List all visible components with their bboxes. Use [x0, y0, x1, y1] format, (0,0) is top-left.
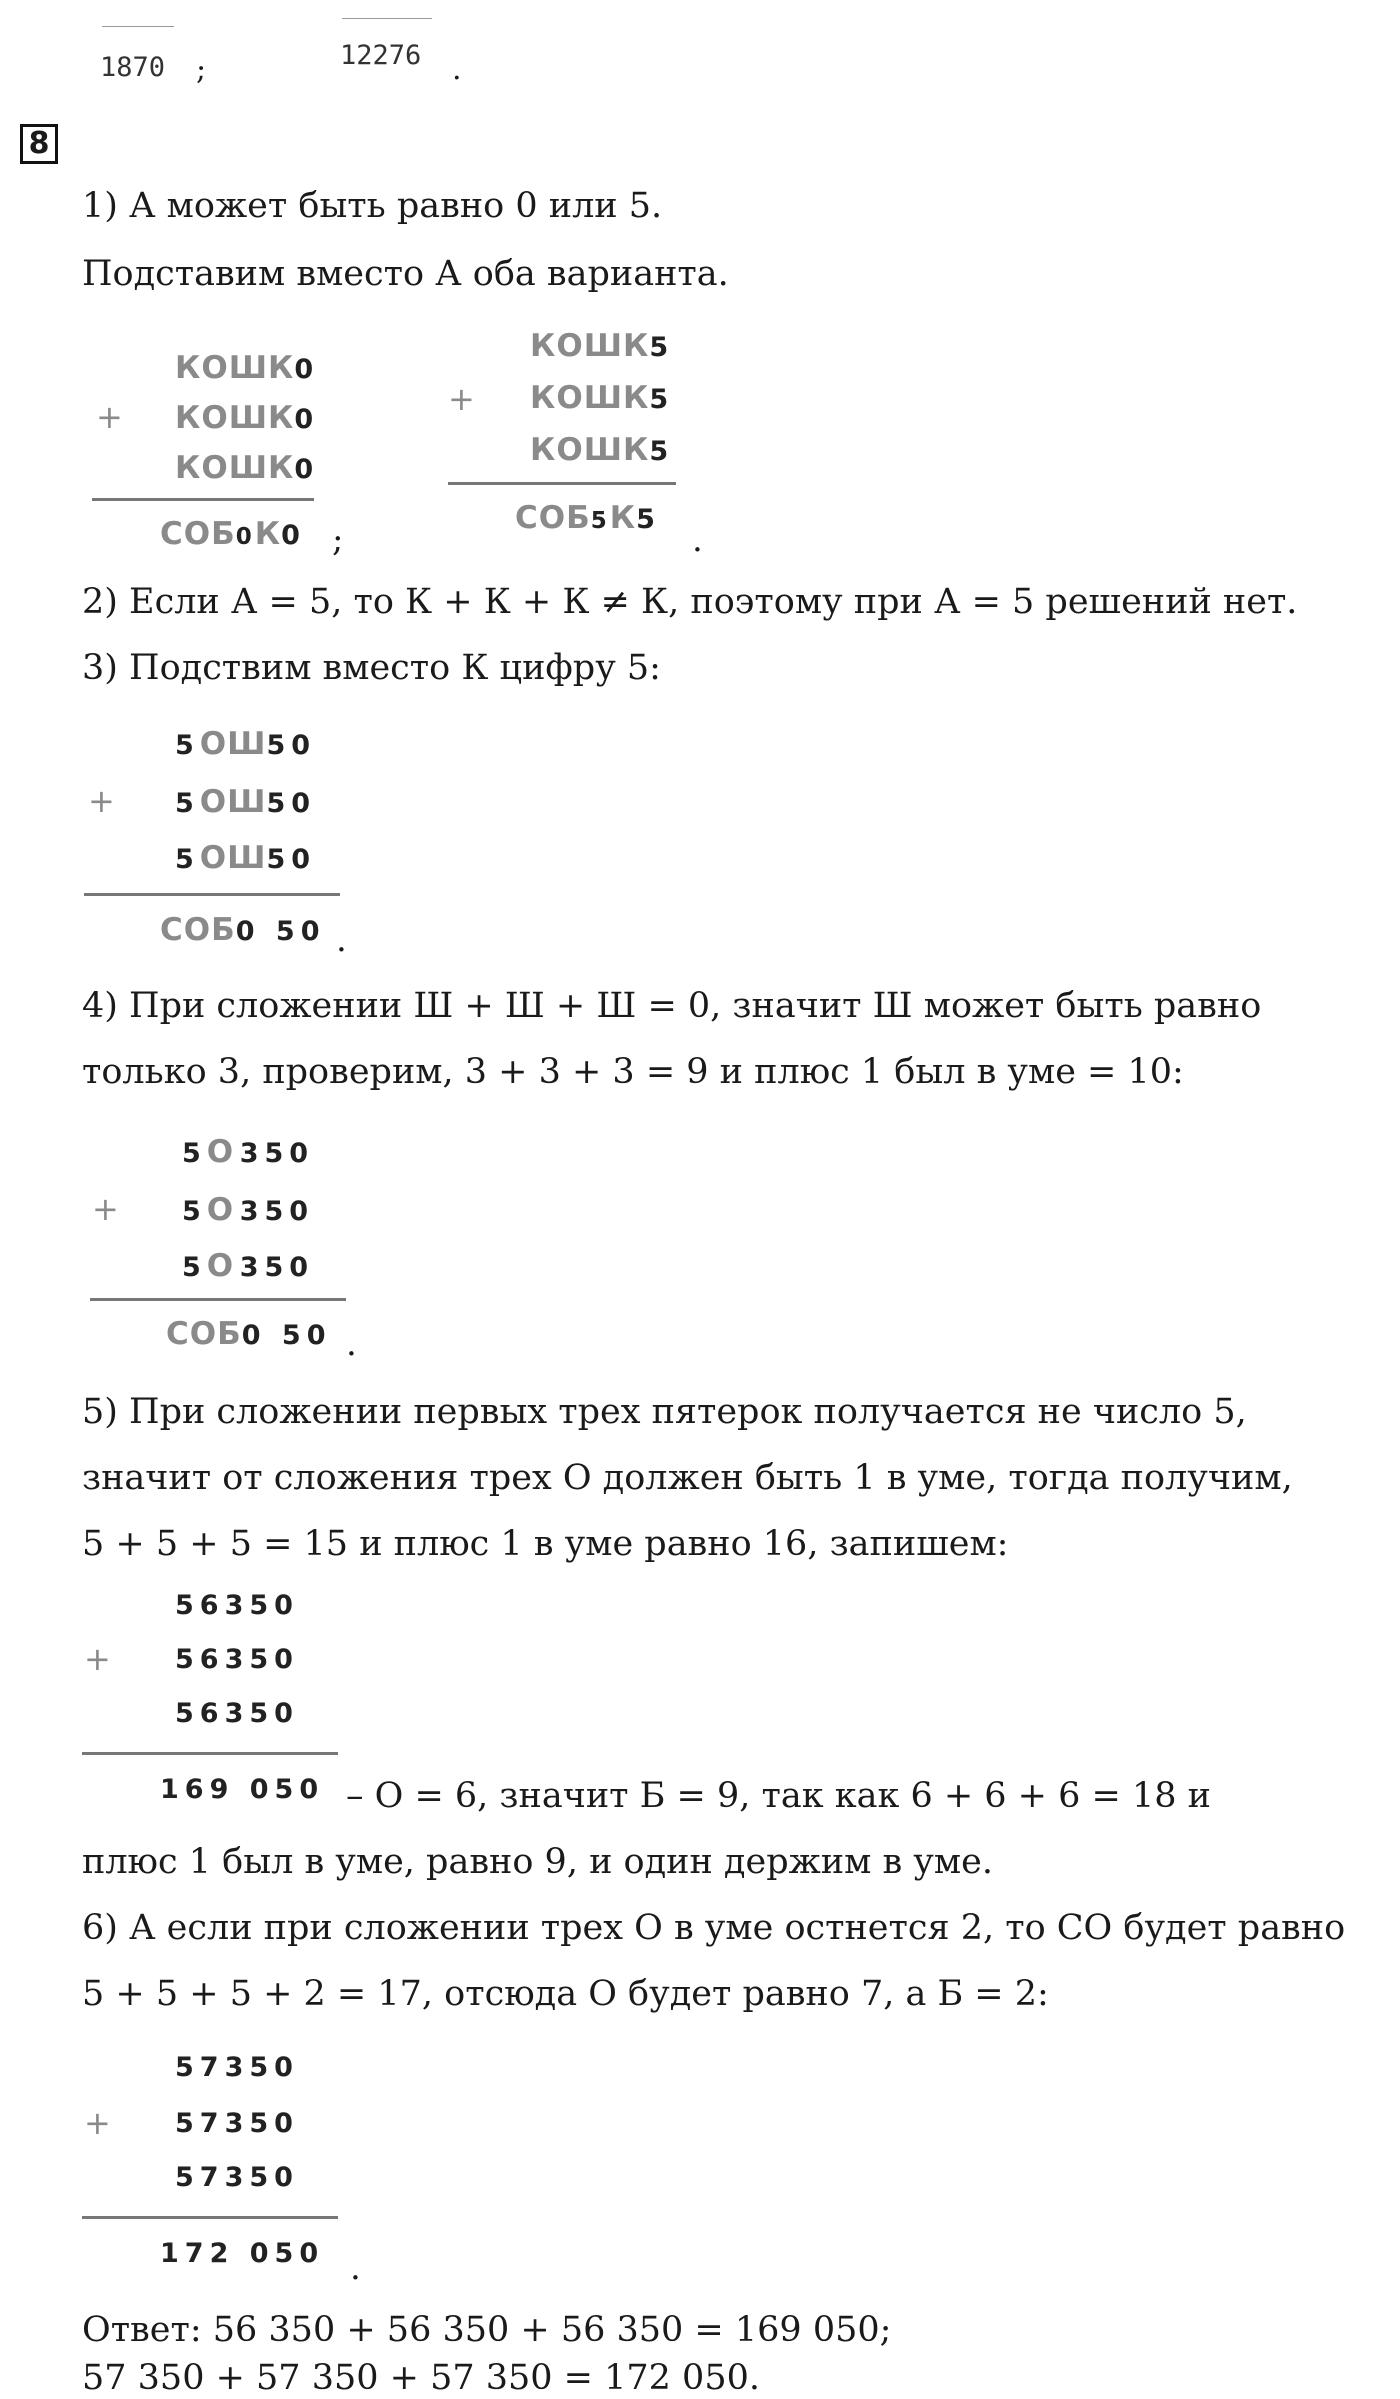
text-line: 5 + 5 + 5 = 15 и плюс 1 в уме равно 16, запишем:	[82, 1524, 1009, 1564]
text-line: только 3, проверим, 3 + 3 + 3 = 9 и плюс 1 был в уме = 10:	[82, 1052, 1184, 1092]
text-line: плюс 1 был в уме, равно 9, и один держим в уме.	[82, 1842, 993, 1882]
puzzle-3-sum: СОБ0 50	[160, 912, 326, 948]
fraction-bar-1	[102, 26, 174, 27]
previous-separator-2: .	[452, 52, 462, 87]
puzzle-2-addend-1: КОШК5	[530, 328, 675, 364]
answer-line: Ответ: 56 350 + 56 350 + 56 350 = 169 050;	[82, 2310, 892, 2350]
plus-sign: +	[84, 2104, 111, 2142]
sum-rule	[90, 1298, 346, 1301]
text-line: 5) При сложении первых трех пятерок получается не число 5,	[82, 1392, 1247, 1432]
sum-rule	[84, 893, 340, 896]
puzzle-5-addend-2: 56350	[175, 1644, 299, 1675]
puzzle-5-addend-1: 56350	[175, 1590, 299, 1621]
text-line: 4) При сложении Ш + Ш + Ш = 0, значит Ш может быть равно	[82, 986, 1262, 1026]
puzzle-3-addend-3: 5ОШ50	[175, 840, 317, 876]
text-line: 6) А если при сложении трех О в уме остнется 2, то СО будет равно	[82, 1908, 1346, 1948]
puzzle-6-addend-1: 57350	[175, 2052, 299, 2083]
plus-sign: +	[84, 1640, 111, 1678]
text-line: 2) Если А = 5, то К + К + К ≠ К, поэтому при А = 5 решений нет.	[82, 582, 1298, 622]
previous-number-2: 12276	[340, 40, 422, 71]
period: .	[350, 2248, 361, 2288]
puzzle-5-sum: 169 050	[160, 1774, 325, 1805]
text-line: – О = 6, значит Б = 9, так как 6 + 6 + 6 = 18 и	[346, 1776, 1211, 1816]
previous-number-1: 1870	[100, 52, 166, 83]
plus-sign: +	[92, 1190, 119, 1228]
sum-rule	[92, 498, 314, 501]
previous-separator-1: ;	[196, 52, 207, 87]
text-line: значит от сложения трех О должен быть 1 в уме, тогда получим,	[82, 1458, 1293, 1498]
text-line: 1) А может быть равно 0 или 5.	[82, 186, 663, 226]
puzzle-1-addend-3: КОШК0	[175, 450, 320, 486]
period: .	[336, 920, 347, 960]
text-line: 3) Подствим вместо К цифру 5:	[82, 648, 661, 688]
puzzle-4-addend-2: 5О 350	[182, 1192, 315, 1228]
period: .	[346, 1324, 357, 1364]
period: .	[692, 520, 703, 560]
plus-sign: +	[96, 398, 123, 436]
puzzle-2-sum: СОБ5К5	[515, 500, 661, 536]
puzzle-1-sum: СОБ0К0	[160, 516, 306, 552]
sum-rule	[448, 482, 676, 485]
sum-rule	[82, 2216, 338, 2219]
puzzle-2-addend-3: КОШК5	[530, 432, 675, 468]
puzzle-3-addend-1: 5ОШ50	[175, 726, 317, 762]
fraction-bar-2	[342, 18, 432, 19]
text-line: 5 + 5 + 5 + 2 = 17, отсюда О будет равно 7, а Б = 2:	[82, 1974, 1049, 2014]
semicolon: ;	[332, 520, 344, 560]
puzzle-6-addend-3: 57350	[175, 2162, 299, 2193]
puzzle-3-addend-2: 5ОШ50	[175, 784, 317, 820]
puzzle-6-sum: 172 050	[160, 2238, 325, 2269]
puzzle-4-sum: СОБ0 50	[166, 1316, 332, 1352]
answer-line: 57 350 + 57 350 + 57 350 = 172 050.	[82, 2358, 760, 2398]
plus-sign: +	[448, 380, 475, 418]
plus-sign: +	[88, 782, 115, 820]
sum-rule	[82, 1752, 338, 1755]
text-line: Подставим вместо А оба варианта.	[82, 254, 729, 294]
puzzle-2-addend-2: КОШК5	[530, 380, 675, 416]
puzzle-4-addend-3: 5О 350	[182, 1248, 315, 1284]
puzzle-1-addend-2: КОШК0	[175, 400, 320, 436]
puzzle-5-addend-3: 56350	[175, 1698, 299, 1729]
task-number-badge: 8	[20, 124, 58, 164]
puzzle-1-addend-1: КОШК0	[175, 350, 320, 386]
puzzle-4-addend-1: 5О 350	[182, 1134, 315, 1170]
puzzle-6-addend-2: 57350	[175, 2108, 299, 2139]
